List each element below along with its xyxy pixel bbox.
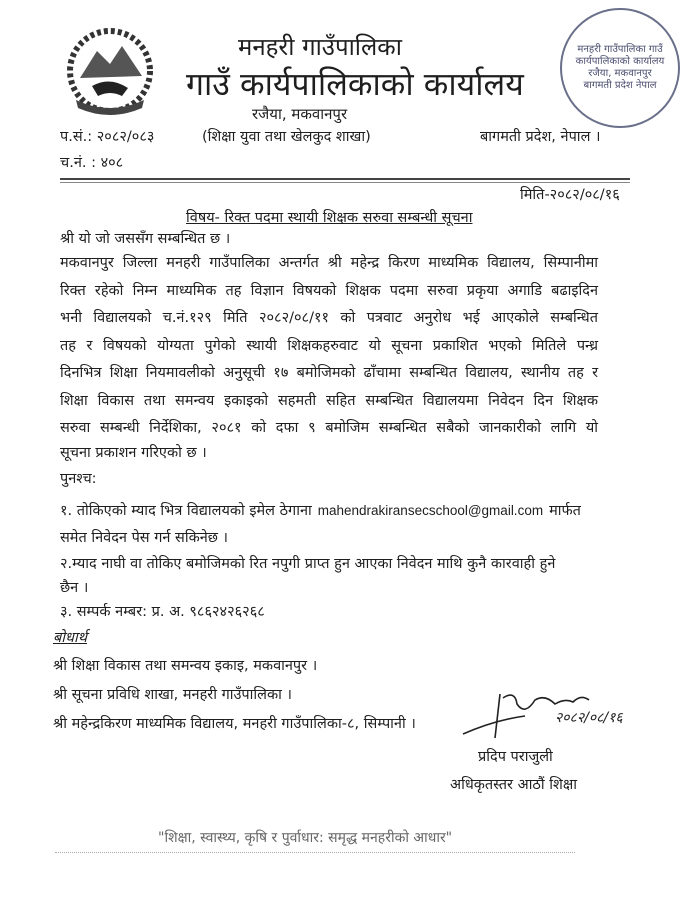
office-name: गाउँ कार्यपालिकाको कार्यालय (186, 65, 524, 103)
section-name: (शिक्षा युवा तथा खेलकुद शाखा) (202, 129, 371, 145)
header-divider (60, 178, 630, 180)
body-line: मकवानपुर जिल्ला मनहरी गाउँपालिका अन्तर्गत श्री महेन्द्र किरण माध्यमिक विद्यालय, सिम्पानीमा (60, 255, 598, 271)
school-email-link[interactable]: mahendrakiransecschool@gmail.com (317, 503, 544, 518)
office-stamp: मनहरी गाउँपालिका गाउँ कार्यपालिकाको कार्यालय रजैया, मकवानपुर बागमती प्रदेश नेपाल (560, 8, 680, 128)
cc-item: श्री शिक्षा विकास तथा समन्वय इकाइ, मकवानपुर । (53, 658, 318, 674)
footer-slogan: "शिक्षा, स्वास्थ्य, कृषि र पुर्वाधार: समृद्ध मनहरीको आधार" (158, 830, 453, 846)
dispatch-number: च.नं. : ४०८ (60, 155, 124, 171)
province: बागमती प्रदेश, नेपाल । (480, 129, 601, 145)
body-line: शिक्षा विकास तथा समन्वय इकाइको सहमती सहित सम्बन्धित विद्यालयमा निवेदन दिन शिक्षक (60, 392, 598, 409)
body-line: सरुवा सम्बन्धी निर्देशिका, २०८१ को दफा ९ बमोजिम सम्बन्धित सबैको जानकारीको लागि यो (60, 420, 598, 436)
body-line: भनी विद्यालयको च.नं.१२९ मिति २०८२/०८/११ को पत्रवाट अनुरोध भई आएकोले सम्बन्धित (60, 310, 598, 326)
postscript-item-2-cont: छैन । (60, 580, 89, 596)
municipality-name: मनहरी गाउँपालिका (238, 33, 402, 61)
footer-divider (55, 852, 575, 853)
cc-item: श्री महेन्द्रकिरण माध्यमिक विद्यालय, मनहरी गाउँपालिका-८, सिम्पानी । (53, 716, 416, 732)
signature-date: २०८२/०८/१६ (555, 710, 623, 726)
postscript-heading: पुनश्च: (60, 471, 97, 487)
postscript-item-2: २.म्याद नाघी वा तोकिए बमोजिमको रित नपुगी प्राप्त हुन आएका निवेदन माथि कुनै कारवाही हुने (60, 556, 556, 572)
reference-number: प.सं.: २०८२/०८३ (60, 129, 155, 145)
body-line: तह र विषयको योग्यता पुगेको स्थायी शिक्षकहरुवाट यो सूचना प्रकाशित भएको मितिले पन्ध्र (60, 337, 598, 354)
postscript-item-1: १. तोकिएको म्याद भित्र विद्यालयको इमेल ठेगाना mahendrakiransecschool@gmail.com मार्फत (60, 503, 581, 519)
body-line: दिनभित्र शिक्षा नियमावलीको अनुसूची १७ बमोजिमको ढाँचामा सम्बन्धित विद्यालय, स्थानीय तह र (60, 365, 598, 381)
body-last-line: सूचना प्रकाशन गरिएको छ । (60, 445, 207, 461)
handwritten-signature (455, 686, 645, 740)
signatory-title: अधिकृतस्तर आठौं शिक्षा (450, 777, 577, 793)
postscript-item-1-cont: समेत निवेदन पेस गर्न सकिनेछ । (60, 530, 229, 546)
letter-subject: विषय- रिक्त पदमा स्थायी शिक्षक सरुवा सम्बन्धी सूचना (186, 210, 473, 226)
signatory-name: प्रदिप पराजुली (478, 749, 553, 765)
cc-item: श्री सूचना प्रविधि शाखा, मनहरी गाउँपालिका । (53, 687, 293, 703)
salutation: श्री यो जो जससँग सम्बन्धित छ । (60, 231, 231, 247)
header-divider-thin (60, 182, 630, 183)
office-address: रजैया, मकवानपुर (252, 105, 348, 123)
nepal-emblem-icon (62, 26, 158, 116)
contact-number: ३. सम्पर्क नम्बर: प्र. अ. ९८६२४२६२६८ (60, 604, 265, 620)
body-line: रिक्त रहेको निम्न माध्यमिक तह विज्ञान विषयको शिक्षक पदमा सरुवा प्रकृया अगाडि बढाइदिन (60, 282, 598, 299)
letter-date: मिति-२०८२/०८/१६ (520, 187, 620, 203)
cc-heading: बोधार्थ (53, 630, 87, 646)
